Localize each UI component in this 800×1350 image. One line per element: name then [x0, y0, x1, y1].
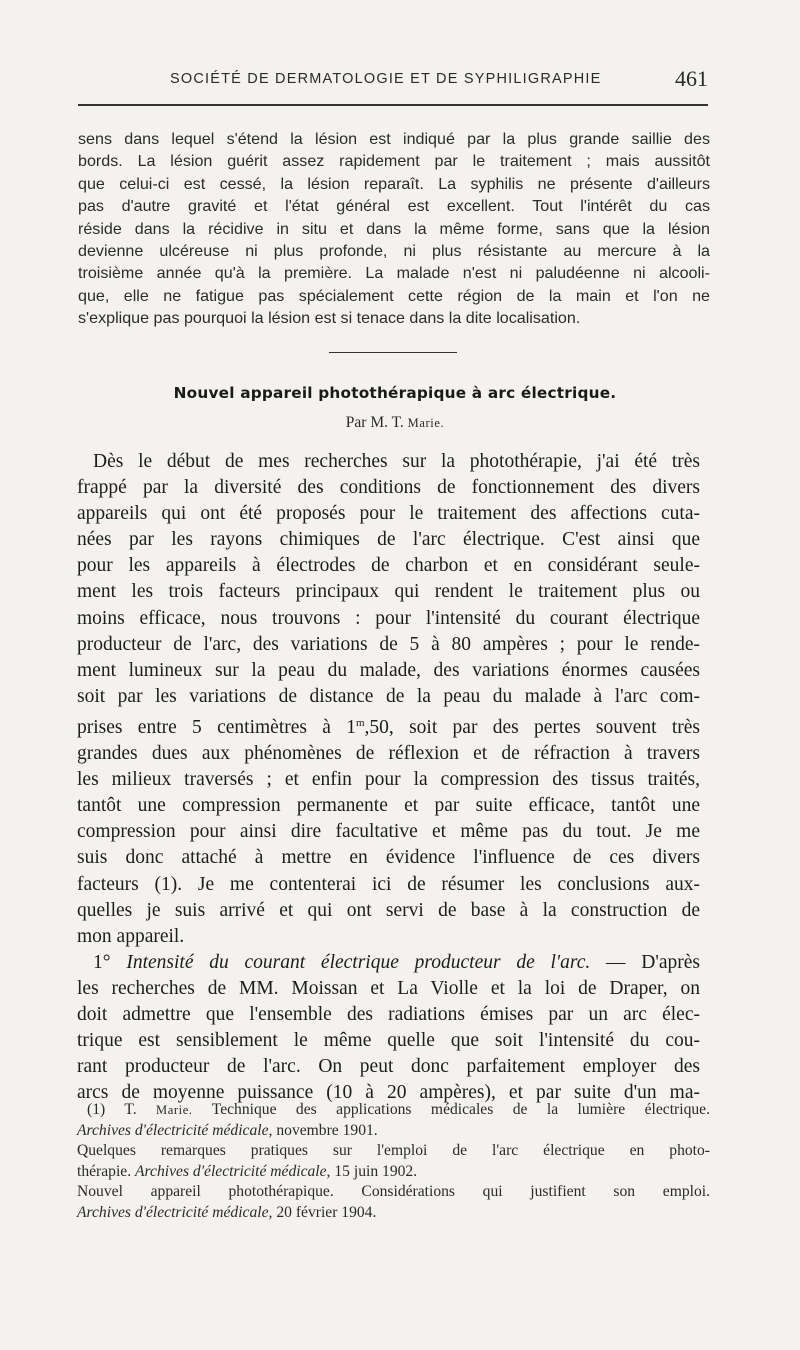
body-line: suis donc attaché à mettre en évidence l'influence de ces divers	[77, 847, 700, 869]
intro-line: pas d'autre gravité et l'état général est excellent. Tout l'intérêt du cas	[78, 197, 710, 216]
body-line-part: prises entre 5 centimètres à 1	[77, 716, 356, 738]
footnotes	[77, 1100, 710, 1224]
footnote-text: thérapie.	[77, 1162, 132, 1180]
body-line: grandes dues aux phénomènes de réflexion et de réfraction à travers	[77, 743, 700, 765]
section-divider	[329, 352, 457, 353]
section-number: 1°	[93, 951, 111, 973]
footnote-line	[77, 1100, 710, 1121]
body-line: facteurs (1). Je me contenterai ici de résumer les conclusions aux-	[77, 873, 700, 895]
intro-line: devienne ulcéreuse ni plus profonde, ni plus résistante au mercure à la	[78, 242, 710, 261]
footnote-journal: Archives d'électricité médicale,	[135, 1162, 331, 1180]
footnote-line	[77, 1203, 710, 1224]
footnote-date: 15 juin 1902.	[334, 1162, 418, 1180]
intro-line: que celui-ci est cessé, la lésion reparaît. La syphilis ne présente d'ailleurs	[78, 174, 710, 193]
body-line: appareils qui ont été proposés pour le traitement des affections cuta-	[77, 503, 700, 525]
body-line: rant producteur de l'arc. On peut donc parfaitement employer des	[77, 1056, 700, 1078]
footnote-line: Quelques remarques pratiques sur l'emploi de l'arc électrique en photo-	[77, 1142, 710, 1160]
body-line	[77, 710, 700, 741]
footnote-date: 20 février 1904.	[276, 1203, 377, 1221]
body-line: producteur de l'arc, des variations de 5 à 80 ampères ; pour le rende-	[77, 633, 700, 655]
section-heading-line	[77, 950, 700, 976]
meter-superscript: m	[355, 716, 365, 729]
body-line: frappé par la diversité des conditions de fonctionnement des divers	[77, 477, 700, 499]
running-header: SOCIÉTÉ DE DERMATOLOGIE ET DE SYPHILIGRAPHIE	[170, 71, 602, 87]
section-rest: — D'après	[606, 951, 700, 973]
footnote-journal: Archives d'électricité médicale,	[77, 1203, 273, 1221]
body-line: trique est sensiblement le même quelle que soit l'intensité du cou-	[77, 1030, 700, 1052]
intro-line: sens dans lequel s'étend la lésion est indiqué par la plus grande saillie des	[78, 130, 710, 148]
body-line: doit admettre que l'ensemble des radiations émises par un arc élec-	[77, 1003, 700, 1025]
footnote-journal: Archives d'électricité médicale,	[77, 1121, 273, 1139]
footnote-author: Marie.	[156, 1103, 193, 1117]
body-line: pour les appareils à électrodes de charbon et en considérant seule-	[77, 555, 700, 577]
body-line: mon appareil.	[77, 925, 185, 947]
body-line: nées par les rayons chimiques de l'arc électrique. C'est ainsi que	[77, 529, 700, 551]
intro-line: troisième année qu'à la première. La malade n'est ni paludéenne ni alcooli-	[78, 264, 710, 283]
body-line: tantôt une compression permanente et par suite efficace, tantôt une	[77, 795, 700, 817]
footnote-text: Technique des applications médicales de la lumière électrique.	[211, 1101, 710, 1118]
byline-prefix: Par M. T.	[345, 414, 404, 431]
intro-line: que, elle ne fatigue pas spécialement cette région de la main et l'on ne	[78, 286, 710, 305]
byline	[0, 414, 790, 432]
footnote-line	[77, 1121, 710, 1142]
body-line: les milieux traversés ; et enfin pour la compression des tissus traités,	[77, 769, 700, 791]
body-line: compression pour ainsi dire facultative et même pas du tout. Je me	[77, 821, 700, 843]
section-title: Intensité du courant électrique producteur de l'arc.	[126, 951, 591, 973]
intro-paragraph	[78, 128, 710, 330]
body-line: les recherches de MM. Moissan et La Violle et la loi de Draper, on	[77, 977, 700, 999]
article-title: Nouvel appareil photothérapique à arc électrique.	[173, 384, 617, 402]
intro-line: bords. La lésion guérit assez rapidement par le traitement ; mais aussitôt	[78, 152, 710, 171]
footnote-line: Nouvel appareil photothérapique. Considérations qui justifient son emploi.	[77, 1183, 710, 1201]
body-line: arcs de moyenne puissance (10 à 20 ampères), et par suite d'un ma-	[77, 1082, 700, 1104]
body-line: quelles je suis arrivé et qui ont servi de base à la construction de	[77, 899, 700, 921]
page-number: 461	[675, 66, 708, 91]
body-line-part: ,50, soit par des pertes souvent très	[364, 716, 700, 738]
intro-line: s'explique pas pourquoi la lésion est si tenace dans la dite localisation.	[78, 309, 581, 328]
body-line: soit par les variations de distance de la peau du malade à l'arc com-	[77, 685, 700, 707]
body-line: ment les trois facteurs principaux qui rendent le traitement plus ou	[77, 581, 700, 603]
intro-line: réside dans la récidive in situ et dans la même forme, sans que la lésion	[78, 219, 710, 238]
footnote-marker: (1) T.	[87, 1101, 137, 1118]
body-line: moins efficace, nous trouvons : pour l'intensité du courant électrique	[77, 607, 700, 629]
header-rule	[78, 104, 708, 106]
footnote-line	[77, 1162, 710, 1183]
footnote-date: novembre 1901.	[276, 1121, 378, 1139]
article-body	[77, 449, 700, 1106]
body-line: ment lumineux sur la peau du malade, des variations énormes causées	[77, 659, 700, 681]
byline-author: Marie.	[407, 416, 445, 430]
body-line: Dès le début de mes recherches sur la photothérapie, j'ai été très	[93, 451, 700, 472]
